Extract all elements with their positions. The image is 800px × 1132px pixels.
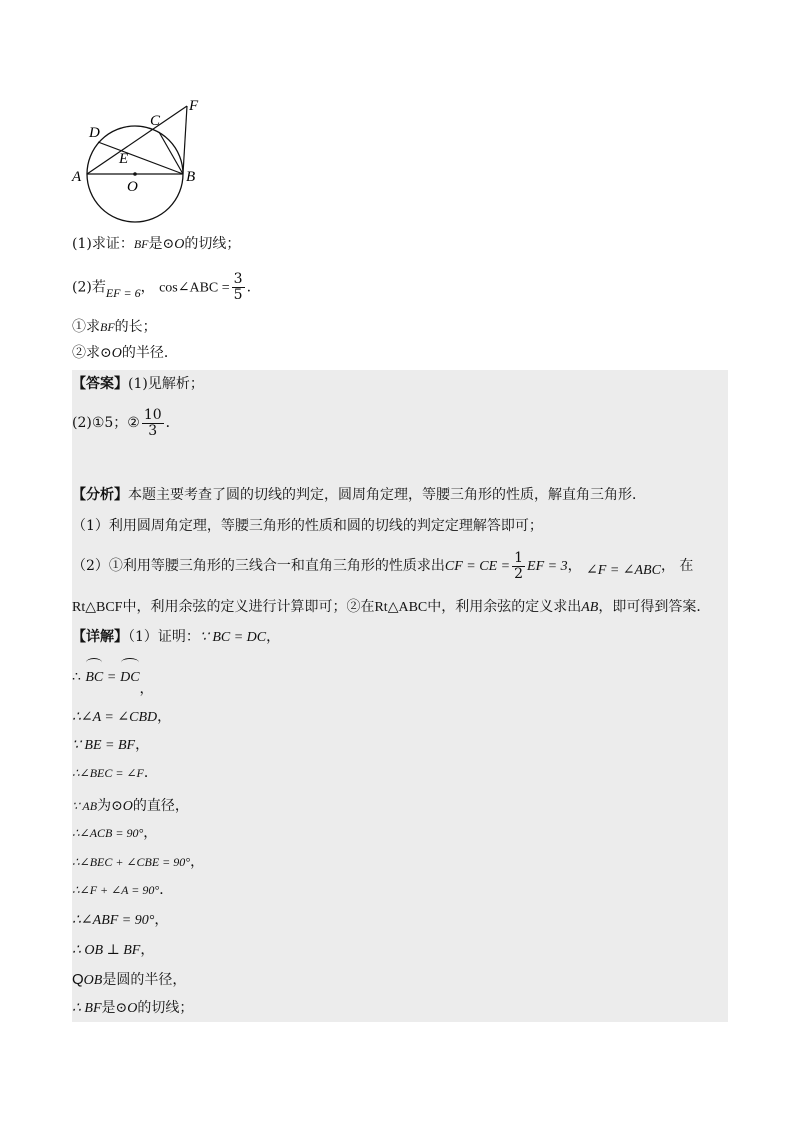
detail-line-10: ∴ OB ⊥ BF， (72, 942, 155, 958)
detail-line-9: ∴∠ABF = 90°， (72, 912, 169, 928)
segment-bf (183, 106, 187, 174)
fraction-3-5: $\frac{3}{5}$ (233, 271, 243, 303)
detail-line-6: ∴∠ACB = 90°， (72, 825, 158, 841)
label-o: O (127, 179, 138, 195)
label-d: D (89, 125, 100, 141)
detail-line-8: ∴∠F + ∠A = 90°． (72, 882, 174, 898)
label-c: C (150, 113, 161, 129)
detail-line-4: ∴∠BEC = ∠F． (72, 765, 158, 781)
question-part-2: (2)若EF = 6， cos∠ABC = $\frac{3}{5}$ . (72, 271, 252, 303)
label-b: B (186, 169, 196, 185)
analysis-part-1: （1）利用圆周角定理，等腰三角形的性质和圆的切线的判定定理解答即可； (72, 518, 543, 534)
detail-line-12: ∴ BF是⊙O的切线； (72, 1000, 194, 1016)
arc-dc: DC (120, 661, 139, 695)
fraction-10-3: $\frac{10}{3}$ (143, 406, 162, 439)
detail-line-1: ∴ BC = DC， (72, 660, 154, 695)
segment-bc (159, 132, 183, 174)
question-sub-1: ①求BF的长； (72, 319, 157, 335)
label-f: F (189, 98, 199, 114)
answer-line-2: (2)①5；② $\frac{10}{3}$ ． (72, 406, 180, 439)
label-e: E (119, 151, 129, 167)
detail-line-7: ∴∠BEC + ∠CBE = 90°， (72, 854, 205, 870)
solution-background (72, 370, 728, 1022)
answer-line-1: 【答案】(1)见解析； (72, 376, 204, 392)
arc-bc: BC (85, 661, 103, 695)
detail-line-5: ∵ AB为⊙O的直径， (72, 798, 189, 814)
detail-line-3: ∵ BE = BF， (72, 737, 150, 753)
question-part-1: (1)求证：BF是⊙O的切线； (72, 236, 241, 252)
center-dot (133, 172, 137, 176)
label-a: A (72, 169, 82, 185)
detail-line-0: 【详解】（1）证明：∵ BC = DC， (72, 629, 281, 645)
analysis-intro: 【分析】本题主要考查了圆的切线的判定，圆周角定理，等腰三角形的性质，解直角三角形． (72, 487, 646, 503)
analysis-part-3: Rt△BCF中，利用余弦的定义进行计算即可；②在Rt△ABC中，利用余弦的定义求出AB，即可得到答案． (72, 599, 711, 615)
geometry-figure (68, 96, 218, 228)
detail-line-11: QOB是圆的半径， (72, 971, 187, 988)
analysis-part-2: （2）①利用等腰三角形的三线合一和直角三角形的性质求出CF = CE = $\frac{1}{2}$ EF = 3， ∠F = ∠ABC， 在 (72, 549, 694, 582)
fraction-1-2: $\frac{1}{2}$ (514, 549, 524, 582)
detail-line-2: ∴∠A = ∠CBD， (72, 709, 172, 725)
question-sub-2: ②求⊙O的半径． (72, 345, 178, 361)
